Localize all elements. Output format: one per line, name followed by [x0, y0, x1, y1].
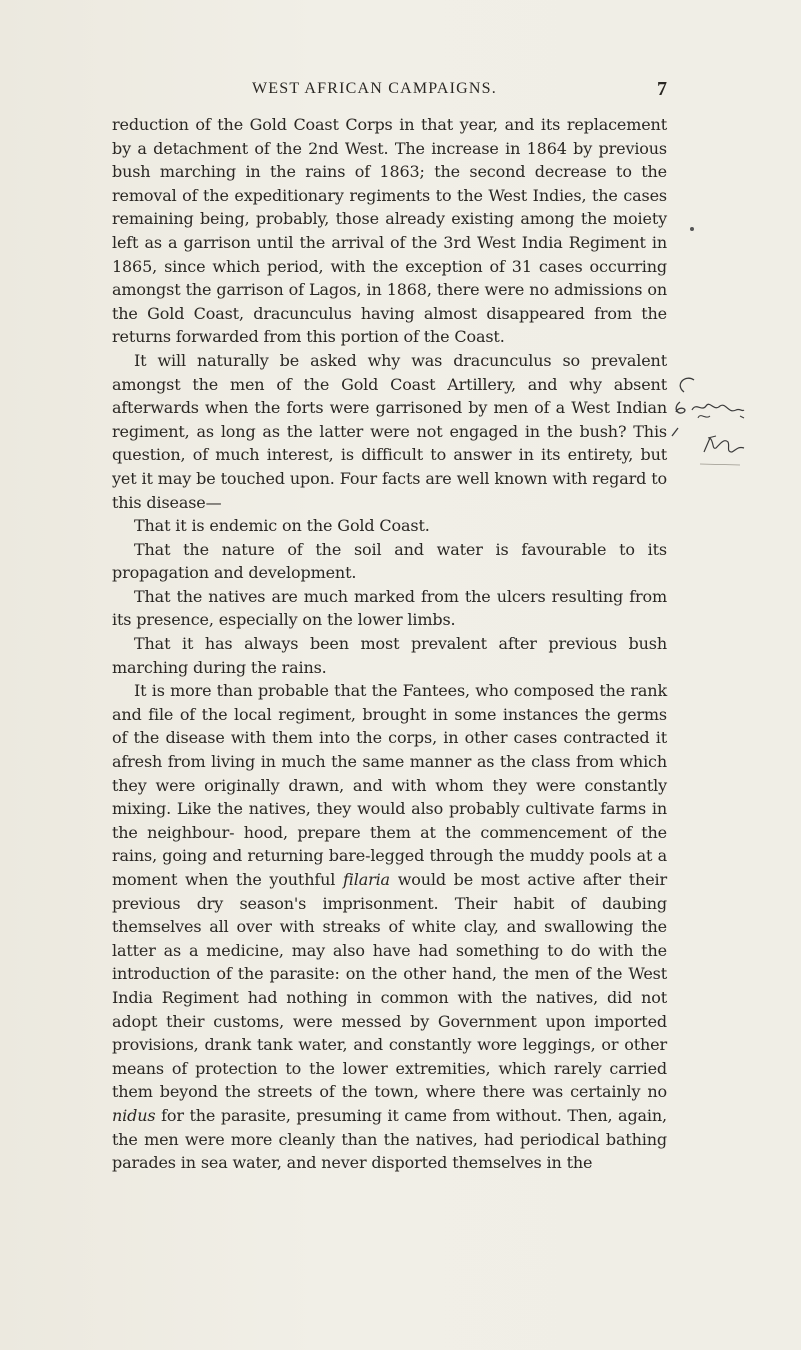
paragraph-fact-bush: That it has always been most prevalent after previous bush marching during the rains. — [112, 634, 667, 677]
page-header — [112, 80, 667, 104]
body-text — [112, 113, 667, 1175]
paragraph-continuation: reduction of the Gold Coast Corps in that year, and its replacement by a detachment of the 2nd West. The increase in 1864 by previous bush marching in the rains of 1863; the second decrease to the removal of the expeditionary regiments to the West Indies, the cases remaining being, probably, those already existing among the moiety left as a garrison until the arrival of the 3rd West India Regiment in 1865, since which period, with the exception of 31 cases occurring amongst the garrison of Lagos, in 1868, there were no admissions on the Gold Coast, dracunculus having almost disappeared from the returns forwarded from this portion of the Coast. — [112, 115, 667, 347]
page-number: 7 — [657, 78, 667, 100]
paragraph-fact-natives: That the natives are much marked from the ulcers resulting from its presence, especially on the lower limbs. — [112, 586, 667, 630]
handwritten-scribble-icon — [670, 372, 780, 472]
paragraph-fact-endemic: That it is endemic on the Gold Coast. — [134, 516, 430, 536]
paragraph-question: It will naturally be asked why was dracunculus so prevalent amongst the men of the Gold Coast Artillery, and why absent afterwards when the forts were garrisoned by men of a West Indian regiment, as long as the latter were not engaged in the bush? This question, of much interest, is difficult to answer in its entirety, but yet it may be touched upon. Four facts are well known with regard to this disease— — [112, 350, 667, 512]
paragraph-fantees-text-3: for the parasite, presuming it came from without. Then, again, the men were more cleanly than the natives, had periodical bathing parades in sea water, and never disported themselves in the — [112, 1105, 667, 1173]
paragraph-fact-soil: That the nature of the soil and water is favourable to its propagation and development. — [112, 539, 667, 583]
paragraph-fantees-text-2: would be most active after their previous dry season's imprisonment. Their habit of daubing themselves all over with streaks of white clay, and swallowing the latter as a medicine, may also have had something to do with the introduction of the parasite: on the other hand, the men of the West India Regiment had nothing in common with the natives, did not adopt their customs, were messed by Government upon imported provisions, drank tank water, and constantly wore leggings, or other means of protection to the lower extremities, which rarely carried them beyond the streets of the town, where there was certainly no — [112, 870, 667, 1102]
italic-filaria: filaria — [343, 870, 390, 889]
running-head: WEST AFRICAN CAMPAIGNS. — [252, 80, 497, 97]
paragraph-fantees-text-1: It is more than probable that the Fantees, who composed the rank and file of the local regiment, brought in some instances the germs of the disease with them into the corps, in other cases contracted it afresh from living in much the same manner as the class from which they were originally drawn, and with whom they were constantly mixing. Like the natives, they would also probably cultivate farms in the neighbour- hood, prepare them at the commencement of the rains, going and returning bare-legged through the muddy pools at a moment when the youthful — [112, 681, 667, 889]
handwritten-annotation-icon — [670, 372, 780, 472]
margin-ink-dot — [690, 227, 694, 231]
italic-nidus: nidus — [112, 1105, 156, 1125]
paragraph-fantees — [112, 679, 667, 1174]
